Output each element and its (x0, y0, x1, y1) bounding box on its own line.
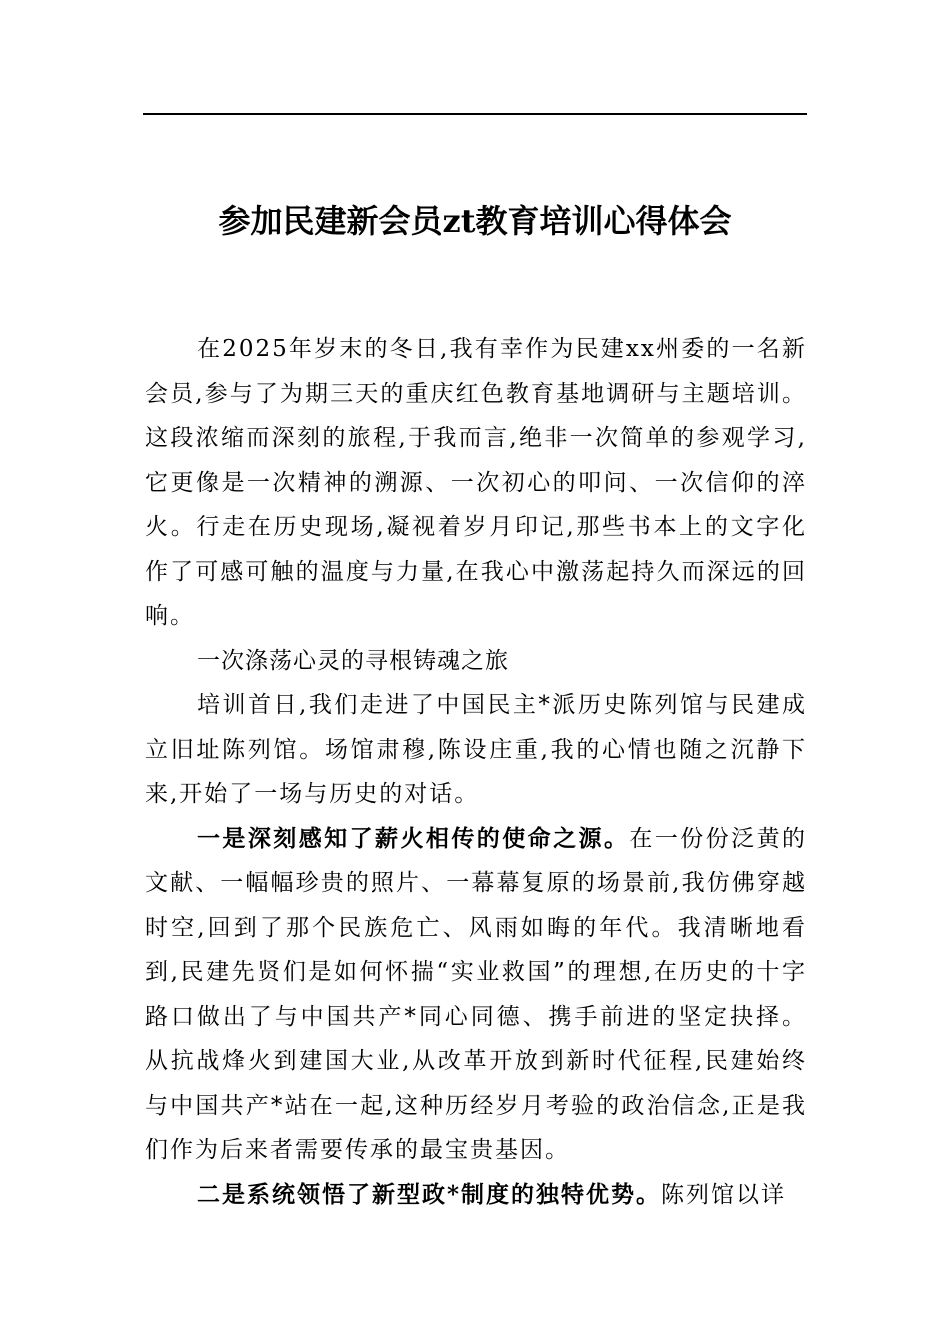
paragraph-lead: 二是系统领悟了新型政*制度的独特优势。 (197, 1180, 662, 1208)
paragraph-text: 在一份份泛黄的文献、一幅幅珍贵的照片、一幕幕复原的场景前,我仿佛穿越时空,回到了那个民族危亡、风雨如晦的年代。我清晰地看到,民建先贤们是如何怀揣“实业救国”的理想,在历史的十字路口做出了与中国共产*同心同德、携手前进的坚定抉择。从抗战烽火到建国大业,从改革开放到新时代征程,民建始终与中国共产*站在一起,这种历经岁月考验的政治信念,正是我们作为后来者需要传承的最宝贵基因。 (145, 825, 808, 1163)
section-heading: 一次涤荡心灵的寻根铸魂之旅 (197, 647, 509, 674)
intro-paragraph: 在2025年岁末的冬日,我有幸作为民建xx州委的一名新会员,参与了为期三天的重庆红色教育基地调研与主题培训。这段浓缩而深刻的旅程,于我而言,绝非一次简单的参观学习,它更像是一次精神的溯源、一次初心的叩问、一次信仰的淬火。行走在历史现场,凝视着岁月印记,那些书本上的文字化作了可感可触的温度与力量,在我心中激荡起持久而深远的回响。 (145, 336, 807, 629)
paragraph-text: 陈列馆以详 (661, 1181, 787, 1208)
document-body (145, 327, 807, 1217)
paragraph-lead: 一是深刻感知了薪火相传的使命之源。 (197, 824, 630, 852)
header-rule (143, 113, 807, 115)
body-paragraph-lead-1 (145, 817, 807, 1173)
body-paragraph: 培训首日,我们走进了中国民主*派历史陈列馆与民建成立旧址陈列馆。场馆肃穆,陈设庄重,我的心情也随之沉静下来,开始了一场与历史的对话。 (145, 692, 807, 807)
body-paragraph-lead-2 (145, 1173, 807, 1218)
document-title: 参加民建新会员zt教育培训心得体会 (218, 202, 732, 240)
